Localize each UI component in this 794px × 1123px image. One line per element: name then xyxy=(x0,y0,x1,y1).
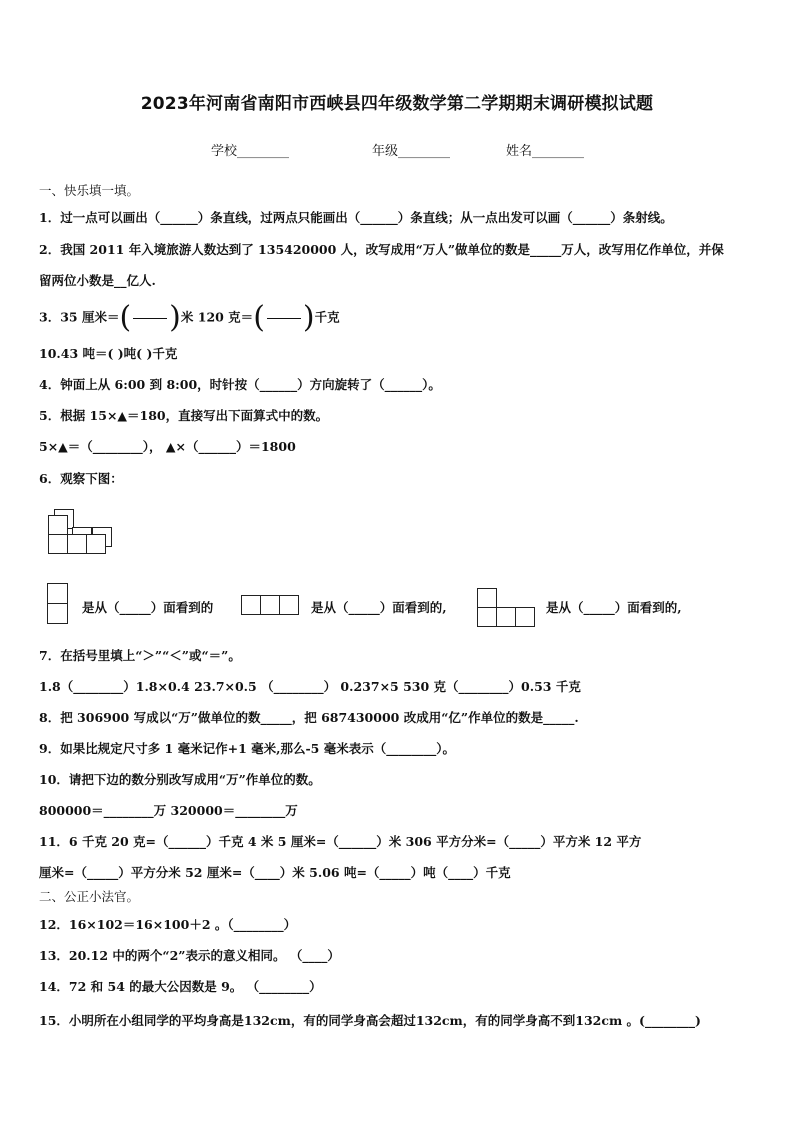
cube xyxy=(86,534,106,554)
question-7-line-2: 1.8（________）1.8×0.4 23.7×0.5 （________） 0.237×5 530 克（________）0.53 千克 xyxy=(39,679,581,694)
question-2-line-2: 留两位小数是__亿人. xyxy=(39,273,156,288)
section-heading-1: 一、快乐填一填。 xyxy=(39,183,140,198)
grade-field[interactable]: 年级________ xyxy=(372,144,451,159)
view-cell xyxy=(47,603,68,624)
question-12: 12．16×102＝16×100＋2 。（________） xyxy=(39,917,297,932)
question-1: 1．过一点可以画出（______）条直线，过两点只能画出（______）条直线；从一点出发可以画（______）条射线。 xyxy=(39,210,673,225)
question-6: 6．观察下图： xyxy=(39,471,123,486)
view-cell xyxy=(260,595,280,615)
view-cell xyxy=(477,607,497,627)
school-field[interactable]: 学校________ xyxy=(211,144,290,159)
question-3-unit-1: 米 120 克＝ xyxy=(180,309,254,325)
question-3-unit-2: 千克 xyxy=(314,309,340,325)
left-paren: ( xyxy=(253,300,265,335)
question-11-line-2: 厘米=（_____）平方分米 52 厘米=（____）米 5.06 吨=（_____）吨（____）千克 xyxy=(39,865,511,880)
view-cell xyxy=(477,588,497,608)
question-5-line-2: 5×▲＝（________）， ▲×（______）＝1800 xyxy=(39,439,296,454)
question-3-prefix: 3．35 厘米＝ xyxy=(39,309,120,325)
question-15: 15．小明所在小组同学的平均身高是132cm，有的同学身高会超过132cm，有的同学身高不到132cm 。(________) xyxy=(39,1013,701,1028)
cube xyxy=(48,534,68,554)
question-13: 13．20.12 中的两个“2”表示的意义相同。 （____） xyxy=(39,948,340,963)
right-paren: ) xyxy=(169,300,181,335)
question-2-line-1: 2．我国 2011 年入境旅游人数达到了 135420000 人，改写成用“万人”做单位的数是_____万人，改写用亿作单位，并保 xyxy=(39,242,724,257)
left-paren: ( xyxy=(119,300,132,335)
question-10-line-1: 10．请把下边的数分别改写成用“万”作单位的数。 xyxy=(39,772,321,787)
cube xyxy=(67,534,87,554)
view-figure-1 xyxy=(47,583,69,625)
question-7-line-1: 7．在括号里填上“＞”“＜”或“＝”。 xyxy=(39,648,241,663)
section-heading-2: 二、公正小法官。 xyxy=(39,889,140,904)
cube-figure xyxy=(48,503,128,563)
question-14: 14．72 和 54 的最大公因数是 9。 （________） xyxy=(39,979,322,994)
view-cell xyxy=(241,595,261,615)
cube xyxy=(48,515,68,535)
view-figure-3 xyxy=(477,588,539,630)
question-11-line-1: 11．6 千克 20 克=（______）千克 4 米 5 厘米=（______）米 306 平方分米=（_____）平方米 12 平方 xyxy=(39,834,642,849)
question-9: 9．如果比规定尺寸多 1 毫米记作+1 毫米,那么-5 毫米表示（________）。 xyxy=(39,741,455,756)
question-8: 8．把 306900 写成以“万”做单位的数_____，把 687430000 改成用“亿”作单位的数是_____. xyxy=(39,710,579,725)
view-cell xyxy=(496,607,516,627)
question-10-line-2: 800000＝________万 320000＝________万 xyxy=(39,803,298,818)
name-field[interactable]: 姓名________ xyxy=(506,144,585,159)
question-5-line-1: 5．根据 15×▲＝180，直接写出下面算式中的数。 xyxy=(39,408,329,423)
question-4: 4．钟面上从 6:00 到 8:00，时针按（______）方向旋转了（______）。 xyxy=(39,377,441,392)
fraction-blank[interactable] xyxy=(133,306,167,331)
view-cell xyxy=(47,583,68,604)
view-figure-2 xyxy=(241,595,303,617)
view-1-caption: 是从（_____）面看到的 xyxy=(82,600,214,615)
view-cell xyxy=(279,595,299,615)
fraction-blank[interactable] xyxy=(267,306,301,331)
view-2-caption: 是从（_____）面看到的, xyxy=(311,600,447,615)
view-3-caption: 是从（_____）面看到的, xyxy=(546,600,682,615)
right-paren: ) xyxy=(302,300,315,335)
page-title: 2023年河南省南阳市西峡县四年级数学第二学期期末调研模拟试题 xyxy=(140,94,654,114)
view-cell xyxy=(515,607,535,627)
question-3-line-2: 10.43 吨＝( )吨( )千克 xyxy=(39,346,178,361)
question-3 xyxy=(39,300,764,335)
